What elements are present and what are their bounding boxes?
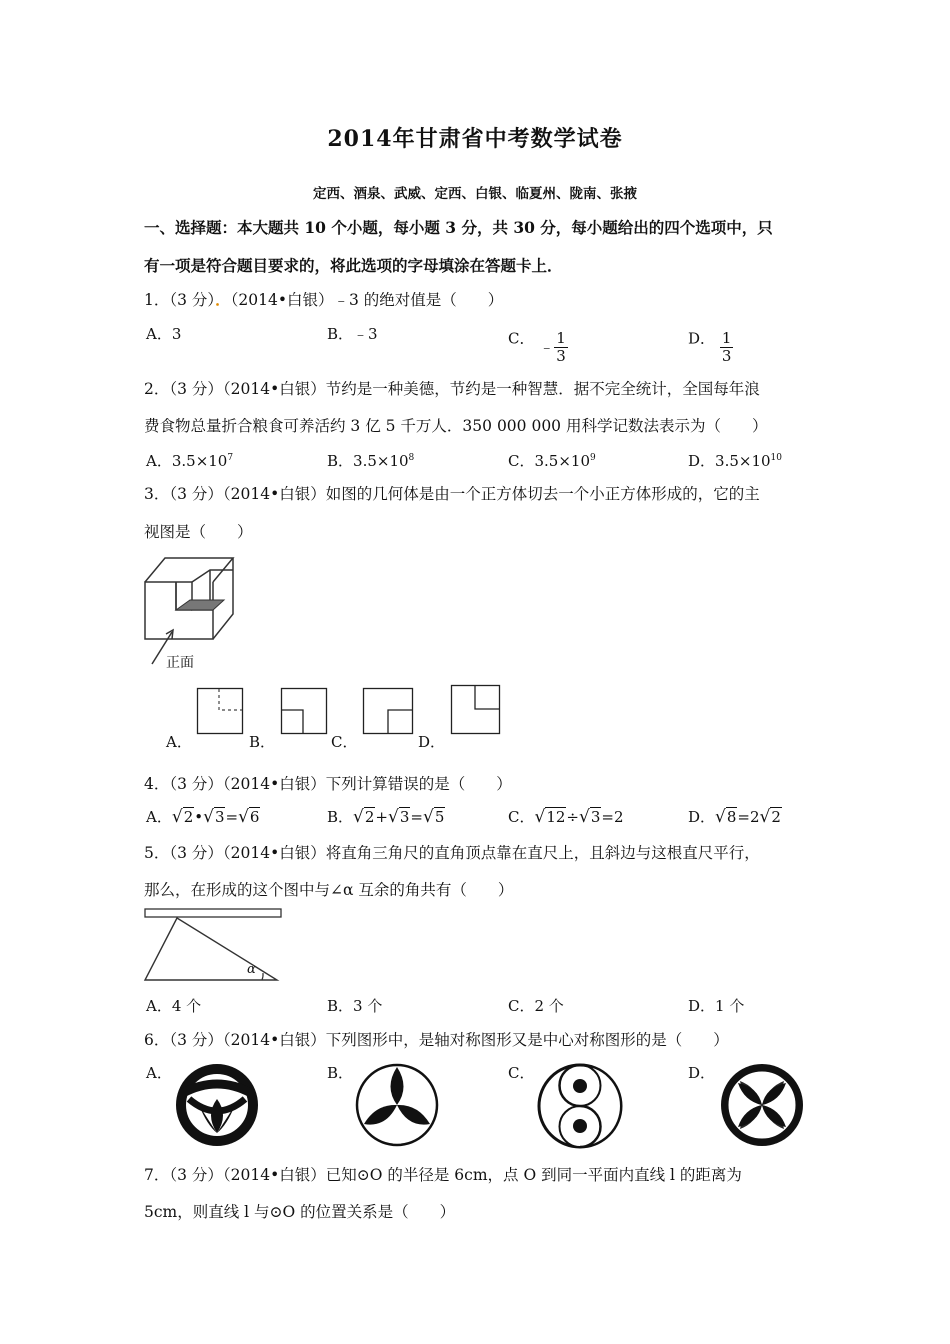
q1-d-label: D． — [688, 329, 716, 348]
question-5-line1: 5．（3 分）（2014•白银）将直角三角尺的直角顶点靠在直尺上，且斜边与这根直尺平行， — [144, 844, 760, 862]
q1-c-fraction — [554, 330, 568, 365]
q3-a-figure — [197, 688, 243, 734]
q4-a-op: • — [194, 808, 204, 826]
q6-d-figure — [718, 1061, 806, 1149]
q2-option-c — [508, 450, 596, 471]
question-6: 6．（3 分）（2014•白银）下列图形中，是轴对称图形又是中心对称图形的是（ ） — [144, 1031, 729, 1049]
page-title: 2014年甘肃省中考数学试卷 — [327, 126, 623, 152]
question-5-line2: 那么，在形成的这个图中与∠α 互余的角共有（ ） — [144, 881, 514, 899]
q1-d-fraction — [720, 330, 734, 365]
question-3-line2: 视图是（ ） — [144, 523, 253, 541]
question-1 — [144, 288, 503, 310]
question-3-line1: 3．（3 分）（2014•白银）如图的几何体是由一个正方体切去一个小正方体形成的，它的主 — [144, 485, 760, 503]
q6-c-yinyang-figure — [536, 1062, 624, 1150]
q3-option-b: B． — [249, 733, 276, 751]
q5-ruler-triangle-figure — [144, 908, 284, 984]
q6-b-figure — [354, 1062, 440, 1148]
q1-dot: ． — [215, 290, 231, 309]
radical-sign: √ — [759, 807, 771, 827]
q4-b-op: + — [375, 808, 388, 826]
q4-d-label: D． — [688, 808, 716, 826]
q4-b-radicand3: 5 — [434, 808, 445, 826]
q4-d-radicand2: 2 — [771, 808, 781, 826]
q6-a-figure — [175, 1063, 259, 1147]
q4-option-a — [146, 806, 260, 827]
q5-option-a: A．4 个 — [146, 997, 202, 1015]
q1-c-sign: ﹣ — [539, 337, 555, 356]
q4-a-eq: = — [225, 808, 239, 826]
q2-b-exp: 8 — [408, 453, 415, 463]
radical-sign: √ — [422, 807, 434, 827]
q2-option-b — [327, 450, 414, 471]
q5-triangle — [145, 918, 277, 980]
q2-c-exp: 9 — [590, 453, 596, 463]
q5-alpha-label: α — [247, 962, 256, 977]
page-subtitle: 定西、酒泉、武威、定西、白银、临夏州、陇南、张掖 — [313, 186, 637, 202]
q4-a-label: A． — [146, 808, 172, 826]
q1-c-numerator: 1 — [556, 329, 566, 347]
q1-c-denominator: 3 — [556, 347, 566, 365]
radical-sign: √ — [238, 807, 249, 827]
q2-c-text: C．3.5×10 — [508, 452, 590, 470]
q4-d-radicand1: 8 — [726, 808, 737, 826]
q4-c-op: ÷ — [566, 808, 579, 826]
question-7-line2: 5cm，则直线 l 与⊙O 的位置关系是（ ） — [144, 1203, 456, 1221]
radical-sign: √ — [171, 807, 183, 827]
q1-option-b: B．﹣3 — [327, 325, 378, 343]
question-2-line2: 费食物总量折合粮食可养活约 3 亿 5 千万人．350 000 000 用科学记数法表示为（ ） — [144, 417, 768, 435]
q2-d-text: D．3.5×10 — [688, 452, 771, 470]
q4-a-radicand2: 3 — [214, 808, 225, 826]
q1-option-c — [508, 322, 568, 365]
q6-option-c: C． — [508, 1064, 535, 1082]
radical-sign: √ — [534, 807, 546, 827]
q6-option-b: B． — [327, 1064, 354, 1082]
q4-option-d — [688, 806, 782, 827]
q5-ruler — [145, 909, 281, 917]
q4-b-radicand1: 2 — [364, 808, 375, 826]
q1-text: （2014•白银）﹣3 的绝对值是（ ） — [230, 291, 504, 309]
q3-front-label: 正面 — [166, 655, 194, 671]
q2-a-exp: 7 — [227, 453, 234, 463]
q2-d-exp: 10 — [770, 453, 782, 463]
q4-option-b — [327, 806, 445, 827]
q5-option-c: C．2 个 — [508, 997, 564, 1015]
q4-b-radicand2: 3 — [399, 808, 410, 826]
radical-sign: √ — [203, 807, 214, 827]
q3-b-figure — [281, 688, 327, 734]
q5-option-d: D．1 个 — [688, 997, 745, 1015]
q4-c-label: C． — [508, 808, 535, 826]
question-4: 4．（3 分）（2014•白银）下列计算错误的是（ ） — [144, 775, 512, 793]
q3-option-d: D． — [418, 733, 446, 751]
q1-c-label: C． — [508, 329, 535, 348]
question-2-line1: 2．（3 分）（2014•白银）节约是一种美德，节约是一种智慧．据不完全统计，全国每年浪 — [144, 380, 760, 398]
q3-option-c: C． — [331, 733, 358, 751]
q2-option-d — [688, 450, 782, 471]
radical-sign: √ — [579, 807, 590, 827]
q2-a-text: A．3.5×10 — [146, 452, 228, 470]
q4-option-c — [508, 806, 624, 827]
q3-c-figure — [363, 688, 413, 734]
q1-number: 1．（3 分） — [144, 291, 216, 309]
q6-option-a: A． — [146, 1064, 172, 1082]
q3-option-a: A． — [166, 733, 192, 751]
section-heading-line2: 有一项是符合题目要求的，将此选项的字母填涂在答题卡上． — [144, 256, 563, 275]
q3-d-figure — [451, 685, 500, 734]
q5-option-b: B．3 个 — [327, 997, 383, 1015]
q1-d-numerator: 1 — [721, 329, 732, 347]
question-7-line1: 7．（3 分）（2014•白银）已知⊙O 的半径是 6cm，点 O 到同一平面内直线 l 的距离为 — [144, 1166, 742, 1184]
q1-option-a: A．3 — [146, 325, 182, 343]
q4-c-eq: =2 — [601, 808, 624, 826]
q4-b-eq: = — [410, 808, 423, 826]
q2-option-a — [146, 450, 233, 471]
q1-d-denominator: 3 — [721, 347, 732, 365]
q4-b-label: B． — [327, 808, 354, 826]
q4-a-radicand1: 2 — [183, 808, 194, 826]
q6-option-d: D． — [688, 1064, 716, 1082]
q4-d-eq: =2 — [737, 808, 760, 826]
section-heading-line1: 一、选择题：本大题共 10 个小题，每小题 3 分，共 30 分，每小题给出的四个选项中，只 — [144, 218, 773, 237]
q2-b-text: B．3.5×10 — [327, 452, 409, 470]
radical-sign: √ — [388, 807, 399, 827]
q4-c-radicand1: 12 — [546, 808, 566, 826]
radical-sign: √ — [715, 807, 726, 827]
q4-c-radicand2: 3 — [590, 808, 601, 826]
radical-sign: √ — [353, 807, 364, 827]
q4-a-radicand3: 6 — [249, 808, 260, 826]
q1-option-d — [688, 322, 733, 365]
